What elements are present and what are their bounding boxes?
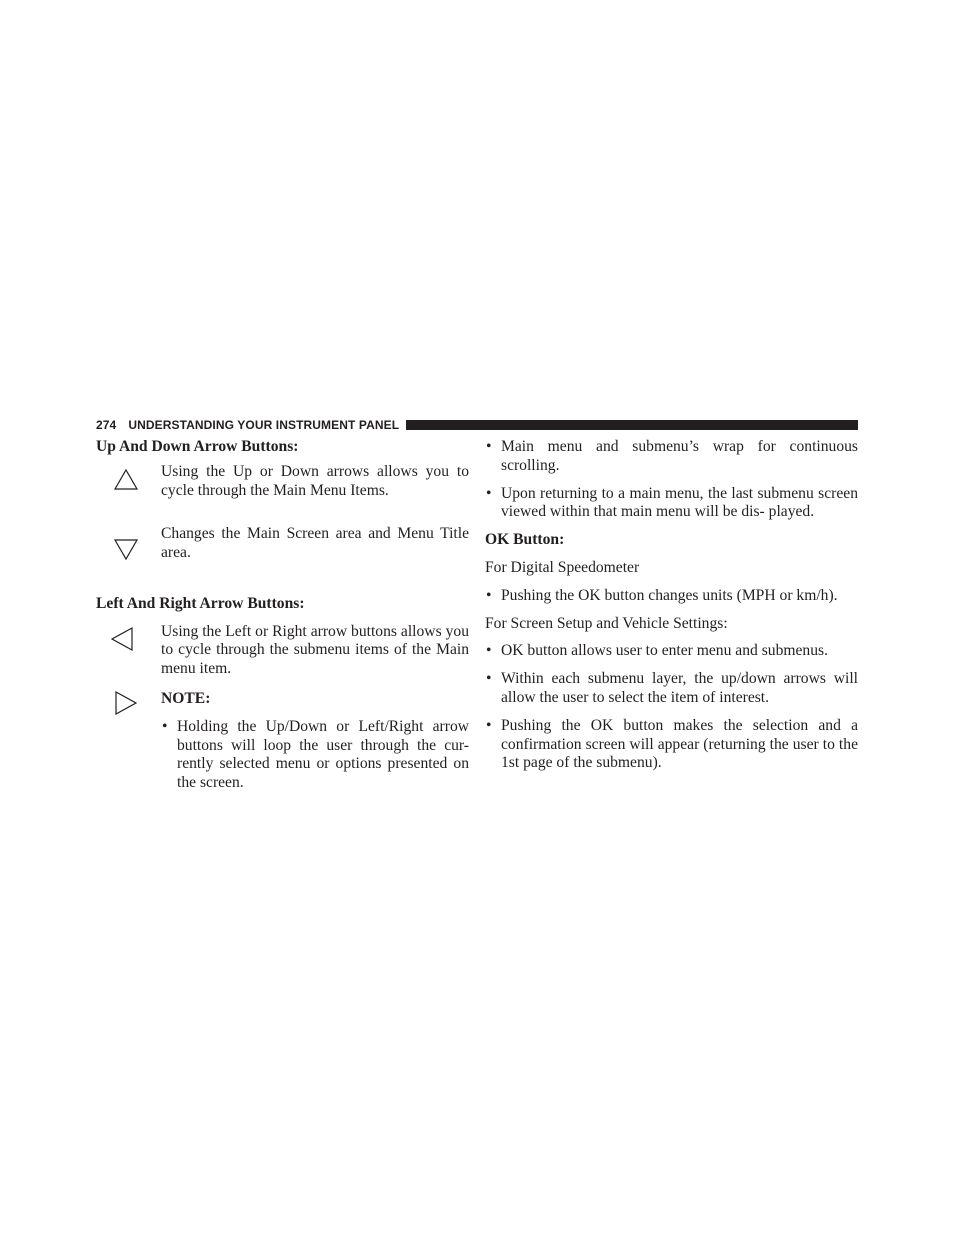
up-down-heading: Up And Down Arrow Buttons: (96, 438, 299, 455)
note-list (161, 718, 469, 793)
up-arrow-text: Using the Up or Down arrows allows you to cycle through the Main Menu Items. (161, 462, 469, 499)
page-header (96, 417, 858, 433)
speedometer-intro: For Digital Speedometer (485, 558, 640, 576)
settings-list (485, 642, 858, 773)
up-arrow-row (96, 463, 469, 503)
list-item: • Within each submenu layer, the up/down arrows will allow the user to select the item of interest. (485, 670, 858, 708)
note-heading: NOTE: (161, 689, 211, 707)
left-right-heading: Left And Right Arrow Buttons: (96, 594, 305, 612)
triangle-up-icon (113, 468, 139, 492)
right-column (485, 438, 858, 773)
list-item: • Upon returning to a main menu, the last submenu screen viewed within that main menu will be dis- played. (485, 485, 858, 523)
list-item: • Pushing the OK button changes units (MPH or km/h). (485, 587, 858, 606)
section-title: UNDERSTANDING YOUR INSTRUMENT PANEL (128, 418, 400, 432)
down-arrow-text: Changes the Main Screen area and Menu Title area. (161, 524, 469, 561)
list-item: • OK button allows user to enter menu and submenus. (485, 642, 858, 661)
left-right-text: Using the Left or Right arrow buttons allows you to cycle through the submenu items of the Main menu item. (161, 622, 469, 678)
triangle-left-icon (110, 625, 136, 653)
triangle-down-icon (113, 537, 139, 561)
list-item: • Pushing the OK button makes the selection and a confirmation screen will appear (returning the user to the 1st page of the submenu). (485, 717, 858, 773)
header-rule (406, 420, 858, 430)
speedometer-list (485, 587, 858, 606)
ok-button-heading: OK Button: (485, 531, 565, 549)
settings-intro: For Screen Setup and Vehicle Settings: (485, 614, 728, 632)
menu-wrap-list (485, 438, 858, 522)
left-column (96, 438, 469, 793)
down-arrow-row (96, 525, 469, 565)
page-number: 274 (96, 418, 117, 432)
list-item: • Main menu and submenu’s wrap for continuous scrolling. (485, 438, 858, 476)
list-item: • Holding the Up/Down or Left/Right arrow buttons will loop the user through the cur- rently selected menu or options presented on the screen. (161, 718, 469, 793)
triangle-right-icon (113, 689, 139, 717)
left-right-row (96, 623, 469, 793)
